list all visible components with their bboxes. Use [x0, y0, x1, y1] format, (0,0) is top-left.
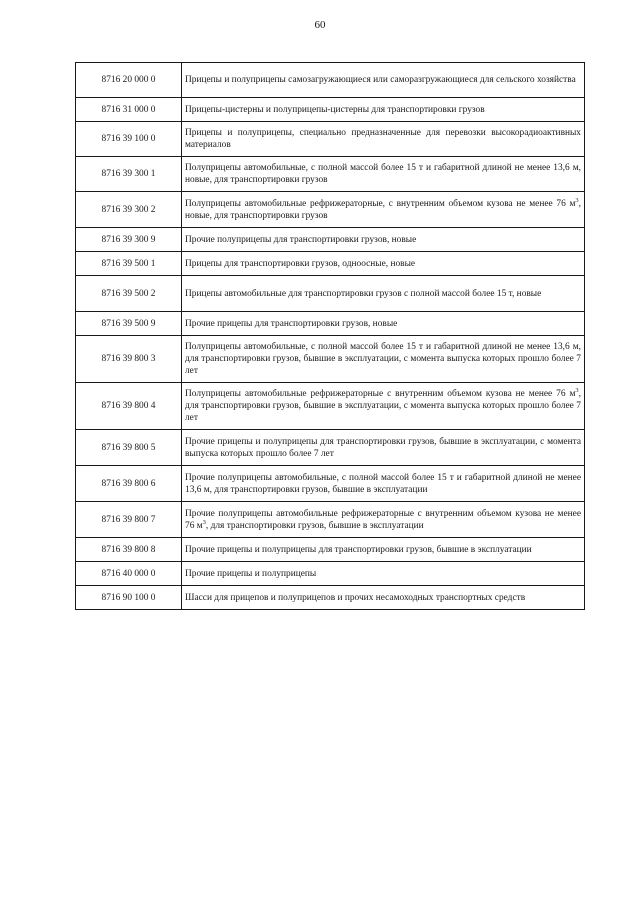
- code-cell: 8716 39 800 5: [76, 430, 182, 466]
- code-cell: 8716 39 800 4: [76, 383, 182, 430]
- description-cell: Прочие полуприцепы автомобильные, с полной массой более 15 т и габаритной длиной не менее 13,6 м, для транспортировки грузов, бывшие в эксплуатации: [182, 466, 585, 502]
- description-cell: [182, 502, 585, 538]
- code-cell: 8716 90 100 0: [76, 586, 182, 610]
- description-cell: Полуприцепы автомобильные, с полной массой более 15 т и габаритной длиной не менее 13,6 м, для транспортировки грузов, бывшие в эксплуатации, с момента выпуска которых прошло более 7 лет: [182, 336, 585, 383]
- superscript: 3: [575, 386, 579, 394]
- superscript: 3: [202, 518, 206, 526]
- table-row: [76, 586, 585, 610]
- table-row: [76, 502, 585, 538]
- code-cell: 8716 39 800 8: [76, 538, 182, 562]
- table-row: [76, 562, 585, 586]
- code-cell: 8716 39 800 7: [76, 502, 182, 538]
- description-cell: Полуприцепы автомобильные, с полной массой более 15 т и габаритной длиной не менее 13,6 м, новые, для транспортировки грузов: [182, 157, 585, 192]
- description-text: Полуприцепы автомобильные рефрижераторные, с внутренним объемом кузова не менее 76 м: [185, 198, 576, 209]
- code-cell: 8716 39 500 2: [76, 276, 182, 312]
- code-cell: 8716 39 100 0: [76, 122, 182, 157]
- description-cell: Прицепы и полуприцепы, специально предназначенные для перевозки высокорадиоактивных материалов: [182, 122, 585, 157]
- description-cell: Прочие прицепы и полуприцепы для транспортировки грузов, бывшие в эксплуатации, с момента выпуска которых прошло более 7 лет: [182, 430, 585, 466]
- code-cell: 8716 39 300 2: [76, 192, 182, 228]
- table-row: [76, 63, 585, 98]
- table-row: [76, 336, 585, 383]
- description-cell: Прочие прицепы и полуприцепы для транспортировки грузов, бывшие в эксплуатации: [182, 538, 585, 562]
- description-cell: [182, 192, 585, 228]
- table-row: [76, 276, 585, 312]
- code-cell: 8716 39 800 3: [76, 336, 182, 383]
- description-cell: Прицепы и полуприцепы самозагружающиеся или саморазгружающиеся для сельского хозяйства: [182, 63, 585, 98]
- table-row: [76, 98, 585, 122]
- table-row: [76, 538, 585, 562]
- description-text: , новые, для транспортировки грузов: [185, 198, 581, 221]
- superscript: 3: [575, 196, 579, 204]
- description-cell: Прицепы для транспортировки грузов, одноосные, новые: [182, 252, 585, 276]
- table-row: [76, 312, 585, 336]
- table-row: [76, 228, 585, 252]
- code-cell: 8716 39 300 9: [76, 228, 182, 252]
- table-row: [76, 192, 585, 228]
- code-cell: 8716 20 000 0: [76, 63, 182, 98]
- code-cell: 8716 39 500 1: [76, 252, 182, 276]
- description-cell: Прочие полуприцепы для транспортировки грузов, новые: [182, 228, 585, 252]
- description-text: Полуприцепы автомобильные рефрижераторные с внутренним объемом кузова не менее 76 м: [185, 389, 576, 399]
- description-cell: Прочие прицепы и полуприцепы: [182, 562, 585, 586]
- description-cell: [182, 383, 585, 430]
- table-row: [76, 466, 585, 502]
- table-row: [76, 383, 585, 430]
- table-row: [76, 157, 585, 192]
- code-cell: 8716 39 500 9: [76, 312, 182, 336]
- table-row: [76, 122, 585, 157]
- description-text: , для транспортировки грузов, бывшие в эксплуатации, с момента выпуска которых прошло более 7 лет: [185, 389, 581, 423]
- description-text: , для транспортировки грузов, бывшие в эксплуатации: [205, 520, 424, 531]
- table-row: [76, 252, 585, 276]
- page-number: 60: [314, 19, 326, 31]
- table-row: [76, 430, 585, 466]
- code-cell: 8716 31 000 0: [76, 98, 182, 122]
- description-text: Прочие полуприцепы автомобильные рефрижераторные с внутренним объемом кузова не менее 76 м: [185, 508, 581, 531]
- code-cell: 8716 39 800 6: [76, 466, 182, 502]
- description-cell: Прочие прицепы для транспортировки грузов, новые: [182, 312, 585, 336]
- description-cell: Прицепы автомобильные для транспортировки грузов с полной массой более 15 т, новые: [182, 276, 585, 312]
- description-cell: Прицепы-цистерны и полуприцепы-цистерны для транспортировки грузов: [182, 98, 585, 122]
- tariff-code-table: [75, 62, 585, 610]
- description-cell: Шасси для прицепов и полуприцепов и прочих несамоходных транспортных средств: [182, 586, 585, 610]
- code-cell: 8716 39 300 1: [76, 157, 182, 192]
- code-cell: 8716 40 000 0: [76, 562, 182, 586]
